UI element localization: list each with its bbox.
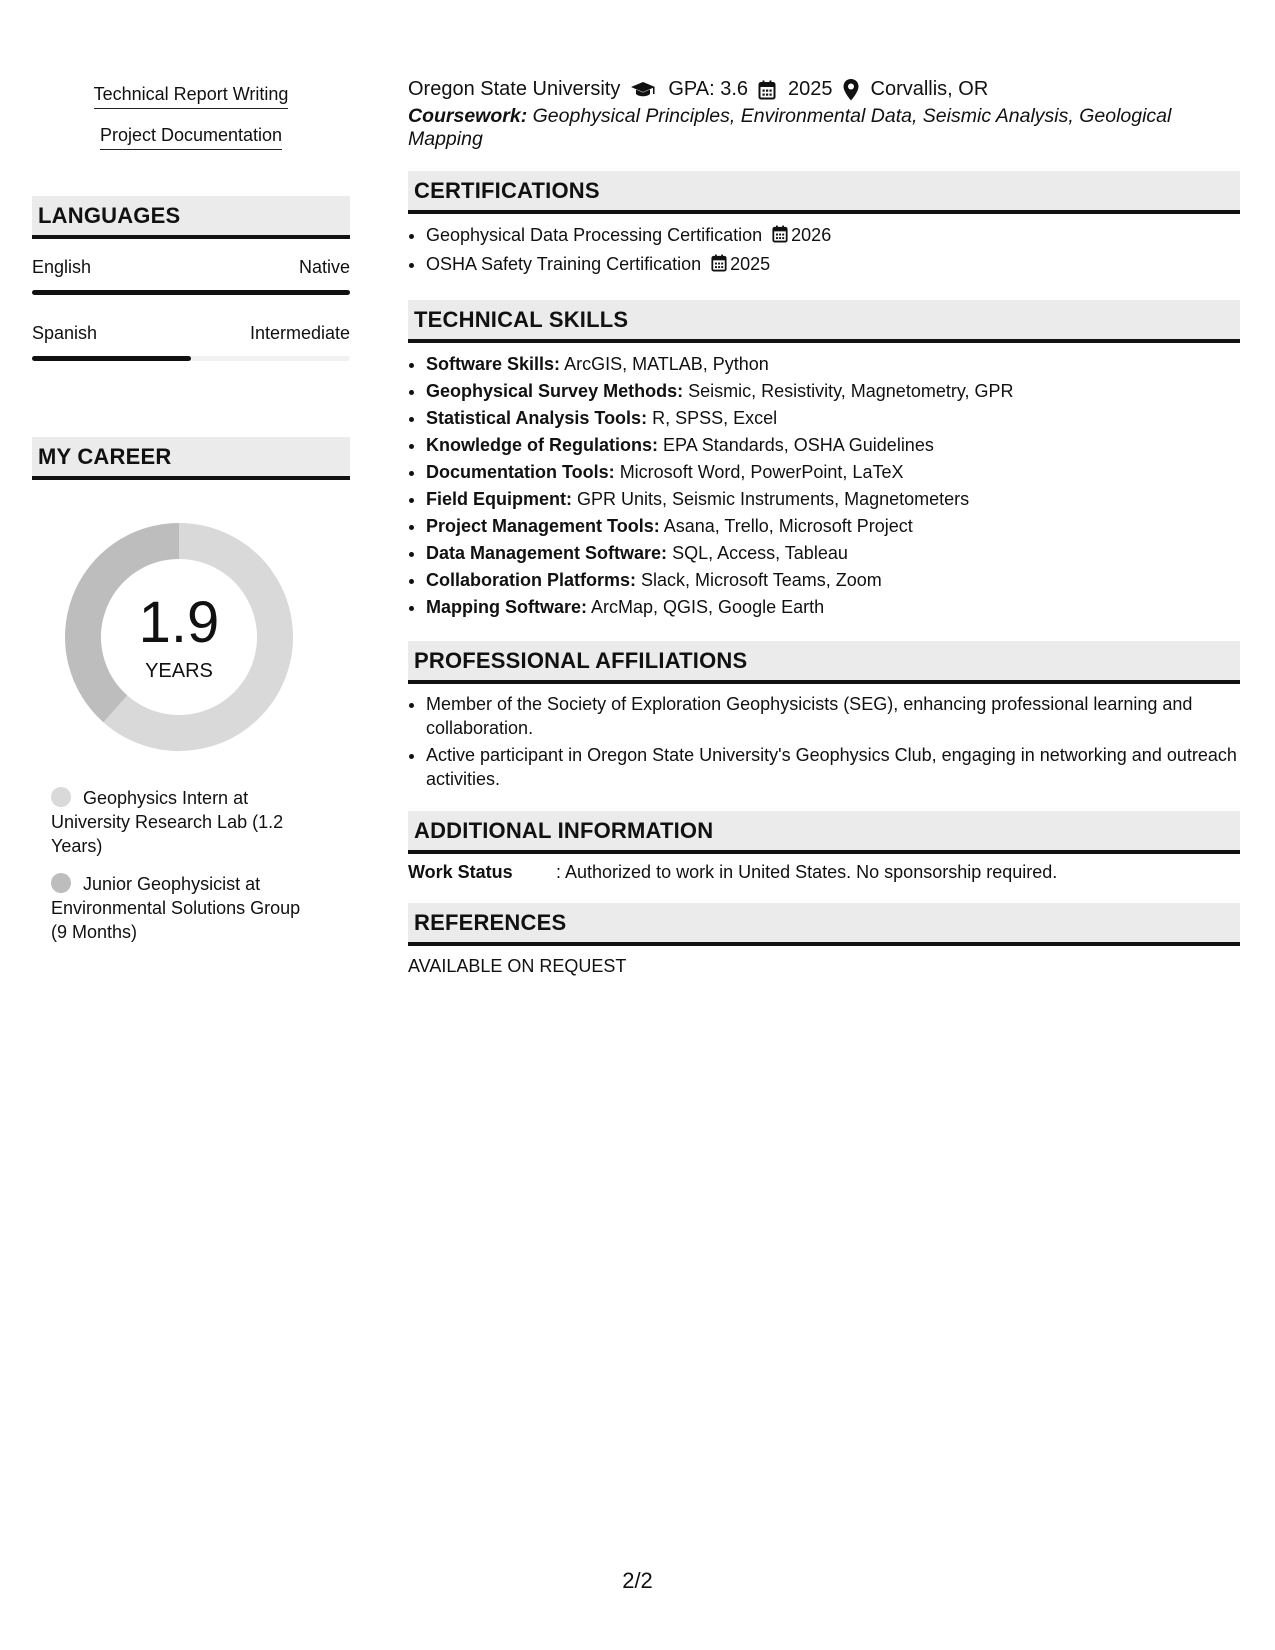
left-column	[32, 84, 350, 958]
list-item	[426, 540, 1240, 567]
list-item	[426, 486, 1240, 513]
coursework-list: Geophysical Principles, Environmental Data, Seismic Analysis, Geological Mapping	[408, 105, 1172, 150]
calendar-icon	[758, 80, 776, 100]
skill-value: ArcGIS, MATLAB, Python	[564, 354, 769, 374]
skill-label: Field Equipment:	[426, 489, 572, 509]
list-item	[426, 222, 1240, 251]
career-item-text: Geophysics Intern at University Research Lab (1.2 Years)	[51, 788, 284, 856]
list-item	[426, 251, 1240, 280]
skill-value: SQL, Access, Tableau	[672, 543, 848, 563]
language-level: Native	[298, 257, 350, 277]
list-item	[426, 378, 1240, 405]
work-status-row	[408, 862, 1240, 883]
references-heading: REFERENCES	[408, 903, 1240, 946]
school-name: Oregon State University	[408, 78, 621, 100]
list-item: • Active participant in Oregon State University's Geophysics Club, engaging in networking and outreach activities.	[426, 743, 1240, 791]
skill-value: Seismic, Resistivity, Magnetometry, GPR	[688, 381, 1014, 401]
list-item	[426, 432, 1240, 459]
list-item	[426, 405, 1240, 432]
additional-info-heading: ADDITIONAL INFORMATION	[408, 811, 1240, 854]
list-item	[426, 594, 1240, 621]
skill-label: Mapping Software:	[426, 597, 587, 617]
education-line	[408, 78, 1240, 101]
skill-label: Statistical Analysis Tools:	[426, 408, 648, 428]
gpa: GPA: 3.6	[668, 78, 748, 100]
language-name: Spanish	[32, 323, 98, 343]
affiliations-list	[408, 692, 1240, 791]
career-legend	[32, 786, 321, 944]
page-number: 2/2	[622, 1568, 653, 1593]
calendar-icon	[772, 224, 788, 251]
right-column	[408, 78, 1240, 977]
languages-heading: LANGUAGES	[32, 196, 350, 239]
certification-name: OSHA Safety Training Certification	[426, 254, 702, 274]
proficiency-bar	[32, 356, 350, 361]
career-heading: MY CAREER	[32, 437, 350, 480]
skill-label: Documentation Tools:	[426, 462, 615, 482]
certifications-list	[408, 222, 1240, 280]
technical-skills-list	[408, 351, 1240, 621]
certification-name: Geophysical Data Processing Certification	[426, 225, 763, 245]
coursework	[408, 105, 1240, 151]
career-donut-chart	[64, 522, 294, 752]
skill-label: Data Management Software:	[426, 543, 668, 563]
career-total-years: 1.9	[138, 590, 220, 655]
skill-tag: Technical Report Writing	[94, 84, 289, 109]
proficiency-fill	[32, 290, 350, 295]
graduation-year: 2025	[788, 78, 833, 100]
language-item	[32, 323, 350, 361]
calendar-icon	[711, 253, 727, 280]
skill-value: EPA Standards, OSHA Guidelines	[663, 435, 934, 455]
skill-value: ArcMap, QGIS, Google Earth	[591, 597, 825, 617]
certifications-heading: CERTIFICATIONS	[408, 171, 1240, 214]
coursework-label: Coursework:	[408, 105, 528, 127]
technical-skills-heading: TECHNICAL SKILLS	[408, 300, 1240, 343]
skill-value: Slack, Microsoft Teams, Zoom	[641, 570, 882, 590]
skill-value: GPR Units, Seismic Instruments, Magnetometers	[577, 489, 970, 509]
skill-value: Microsoft Word, PowerPoint, LaTeX	[619, 462, 904, 482]
graduation-cap-icon	[630, 81, 656, 99]
skill-label: Collaboration Platforms:	[426, 570, 637, 590]
skill-label: Geophysical Survey Methods:	[426, 381, 684, 401]
location: Corvallis, OR	[870, 78, 989, 100]
proficiency-bar	[32, 290, 350, 295]
skill-tag: Project Documentation	[100, 125, 282, 150]
language-name: English	[32, 257, 92, 277]
list-item	[426, 567, 1240, 594]
language-level: Intermediate	[249, 323, 350, 343]
skill-tags	[32, 84, 350, 166]
skill-label: Software Skills:	[426, 354, 561, 374]
list-item	[426, 459, 1240, 486]
proficiency-fill	[32, 356, 191, 361]
career-item	[51, 786, 321, 858]
career-item	[51, 872, 321, 944]
list-item	[426, 351, 1240, 378]
references-text: AVAILABLE ON REQUEST	[408, 956, 627, 976]
work-status-value: : Authorized to work in United States. No sponsorship required.	[556, 862, 1058, 882]
legend-dot	[51, 787, 71, 807]
career-total-unit: YEARS	[145, 660, 213, 682]
skill-label: Knowledge of Regulations:	[426, 435, 658, 455]
certification-year: 2026	[791, 225, 832, 245]
skill-value: R, SPSS, Excel	[652, 408, 778, 428]
skill-label: Project Management Tools:	[426, 516, 660, 536]
career-item-text: Junior Geophysicist at Environmental Solutions Group (9 Months)	[51, 874, 301, 942]
work-status-label: Work Status	[408, 862, 513, 882]
location-pin-icon	[843, 79, 859, 101]
legend-dot	[51, 873, 71, 893]
skill-value: Asana, Trello, Microsoft Project	[663, 516, 913, 536]
language-item	[32, 257, 350, 295]
list-item	[426, 513, 1240, 540]
affiliations-heading: PROFESSIONAL AFFILIATIONS	[408, 641, 1240, 684]
list-item: • Member of the Society of Exploration Geophysicists (SEG), enhancing professional learning and collaboration.	[426, 692, 1240, 740]
certification-year: 2025	[730, 254, 771, 274]
